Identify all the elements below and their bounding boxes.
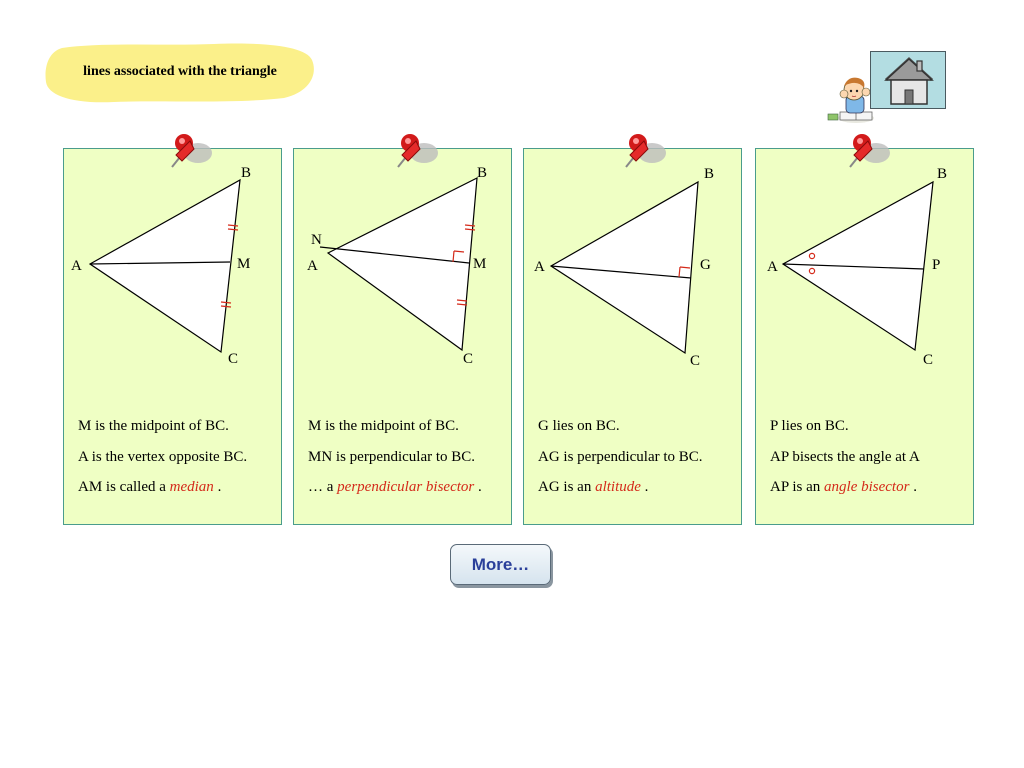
more-button[interactable]: More… [450,544,551,585]
median-card [63,148,282,525]
description-line: P lies on BC. [770,418,849,434]
vertex-label-a: A [307,258,318,274]
angle-bisector-description [770,411,970,503]
description-line: AM is called a median . [78,479,222,495]
perpendicular-bisector-description [308,411,508,503]
vertex-label-b: B [704,166,715,182]
description-line: AP is an angle bisector . [770,479,917,495]
term-median: median [169,479,214,495]
term-perpendicular-bisector: perpendicular bisector [337,479,475,495]
vertex-label-b: B [241,165,252,181]
description-line: … a perpendicular bisector . [308,479,482,495]
vertex-label-c: C [463,351,474,367]
altitude-description [538,411,738,503]
vertex-label-a: A [767,259,778,275]
description-line: AP bisects the angle at A [770,448,920,465]
title-banner [44,42,316,104]
point-label-m: M [237,256,251,272]
vertex-label-c: C [690,353,701,369]
median-description [78,411,278,503]
description-line: M is the midpoint of BC. [78,418,229,434]
term-angle-bisector: angle bisector [824,479,910,495]
house-icon [871,52,945,108]
description-line: G lies on BC. [538,418,620,434]
point-label-n: N [311,232,322,248]
vertex-label-a: A [71,258,82,274]
description-line: MN is perpendicular to BC. [308,448,476,465]
term-altitude: altitude [595,479,641,495]
point-label-m: M [473,256,487,272]
description-line: AG is an altitude . [538,479,649,495]
vertex-label-a: A [534,259,545,275]
description-line: A is the vertex opposite BC. [78,448,248,465]
description-line: M is the midpoint of BC. [308,418,459,434]
altitude-card [523,148,742,525]
angle-bisector-card [755,148,974,525]
angle-bisector-triangle-diagram [756,149,975,409]
vertex-label-b: B [477,165,488,181]
vertex-label-b: B [937,166,948,182]
description-line: AG is perpendicular to BC. [538,448,703,465]
vertex-label-c: C [228,351,239,367]
student-reading-illustration [826,74,876,126]
vertex-label-c: C [923,352,934,368]
point-label-p: P [932,257,941,273]
point-label-g: G [700,257,711,273]
median-triangle-diagram [64,149,283,409]
home-button[interactable] [870,51,946,109]
perpendicular-bisector-card [293,148,512,525]
perpendicular-bisector-triangle-diagram [294,149,513,409]
page-title: lines associated with the triangle [83,64,277,79]
altitude-triangle-diagram [524,149,743,409]
